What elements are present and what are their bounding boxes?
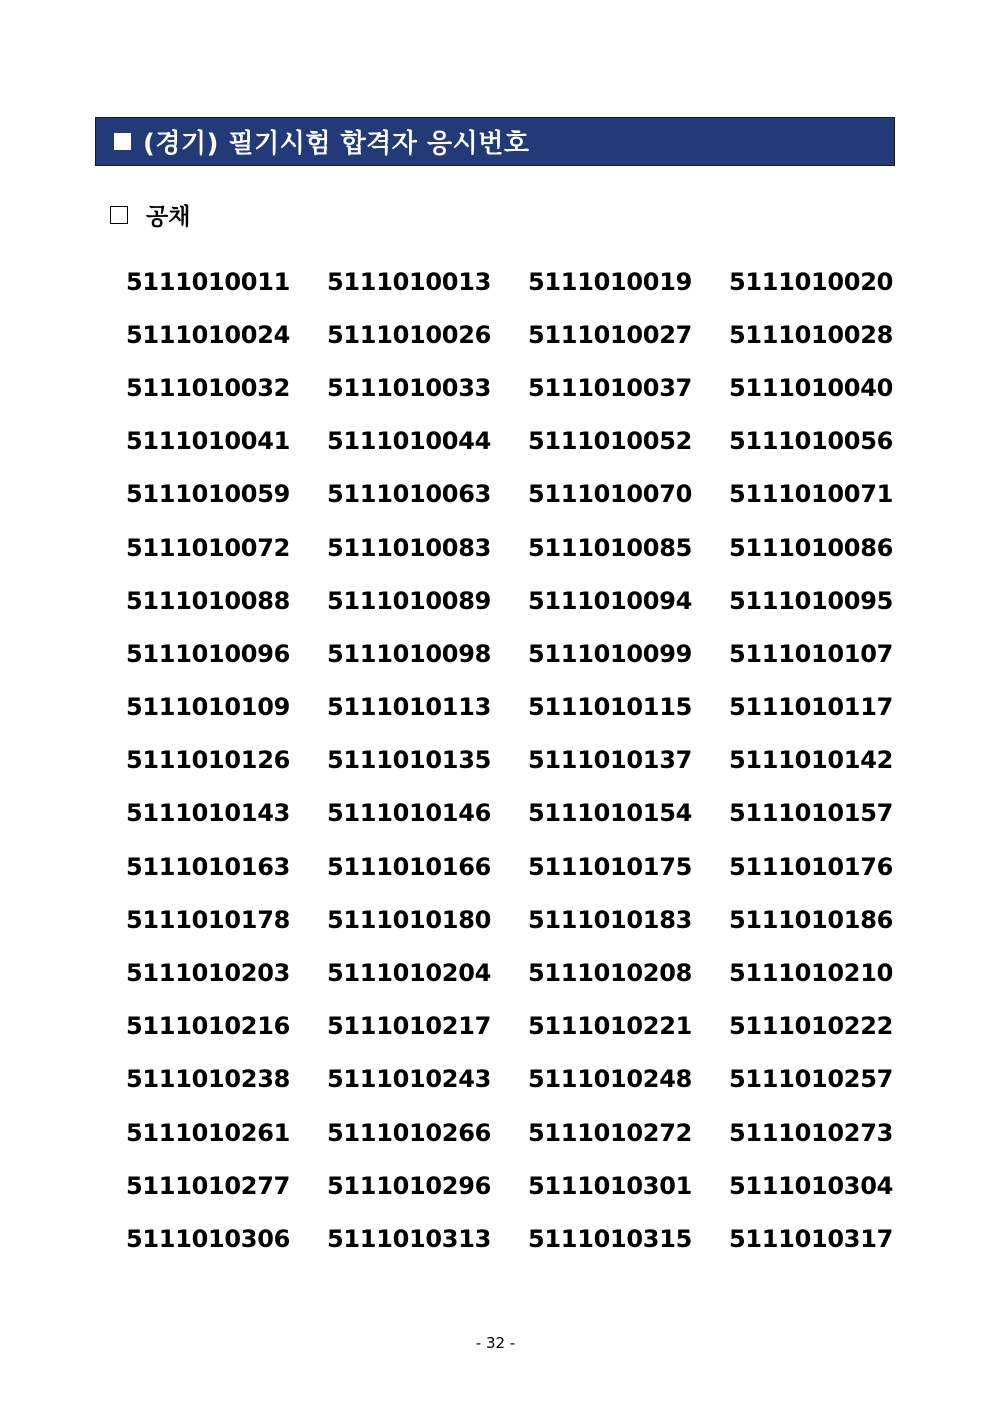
exam-number: 5111010019: [528, 267, 692, 296]
exam-number: 5111010143: [126, 799, 290, 828]
exam-number: 5111010088: [126, 586, 290, 615]
exam-number: 5111010044: [327, 427, 491, 456]
exam-number: 5111010056: [729, 427, 893, 456]
subsection-label: [110, 198, 190, 231]
exam-number: 5111010137: [528, 746, 692, 775]
exam-number: 5111010203: [126, 959, 290, 988]
exam-number: 5111010085: [528, 533, 692, 562]
exam-number: 5111010086: [729, 533, 893, 562]
exam-number: 5111010166: [327, 852, 491, 881]
exam-number: 5111010210: [729, 959, 893, 988]
exam-number: 5111010126: [126, 746, 290, 775]
exam-number: 5111010059: [126, 480, 290, 509]
exam-number: 5111010135: [327, 746, 491, 775]
exam-number: 5111010216: [126, 1012, 290, 1041]
exam-number: 5111010261: [126, 1118, 290, 1147]
exam-number: 5111010163: [126, 852, 290, 881]
exam-number: 5111010277: [126, 1171, 290, 1200]
exam-number: 5111010098: [327, 639, 491, 668]
exam-number: 5111010317: [729, 1224, 893, 1253]
exam-number: 5111010089: [327, 586, 491, 615]
exam-number: 5111010040: [729, 373, 893, 402]
exam-number: 5111010157: [729, 799, 893, 828]
exam-number: 5111010176: [729, 852, 893, 881]
exam-number: 5111010221: [528, 1012, 692, 1041]
exam-number: 5111010028: [729, 320, 893, 349]
exam-number: 5111010107: [729, 639, 893, 668]
exam-number: 5111010070: [528, 480, 692, 509]
subsection-title: 공채: [146, 204, 191, 230]
exam-number: 5111010304: [729, 1171, 893, 1200]
exam-number: 5111010301: [528, 1171, 692, 1200]
exam-number: 5111010020: [729, 267, 893, 296]
exam-number: 5111010266: [327, 1118, 491, 1147]
exam-number: 5111010217: [327, 1012, 491, 1041]
exam-number: 5111010094: [528, 586, 692, 615]
exam-number: 5111010208: [528, 959, 692, 988]
exam-number: 5111010113: [327, 693, 491, 722]
filled-square-icon: [114, 133, 131, 150]
exam-number: 5111010296: [327, 1171, 491, 1200]
exam-number: 5111010257: [729, 1065, 893, 1094]
exam-number: 5111010306: [126, 1224, 290, 1253]
exam-number: 5111010146: [327, 799, 491, 828]
exam-number: 5111010083: [327, 533, 491, 562]
exam-number: 5111010238: [126, 1065, 290, 1094]
exam-number: 5111010099: [528, 639, 692, 668]
exam-number: 5111010117: [729, 693, 893, 722]
exam-number: 5111010222: [729, 1012, 893, 1041]
exam-number: 5111010142: [729, 746, 893, 775]
exam-number: 5111010024: [126, 320, 290, 349]
exam-number: 5111010272: [528, 1118, 692, 1147]
exam-number: 5111010109: [126, 693, 290, 722]
exam-number-grid: [126, 255, 893, 1266]
exam-number: 5111010072: [126, 533, 290, 562]
exam-number: 5111010180: [327, 905, 491, 934]
exam-number: 5111010204: [327, 959, 491, 988]
exam-number: 5111010115: [528, 693, 692, 722]
exam-number: 5111010183: [528, 905, 692, 934]
exam-number: 5111010273: [729, 1118, 893, 1147]
section-header-bar: [95, 117, 895, 166]
exam-number: 5111010175: [528, 852, 692, 881]
exam-number: 5111010243: [327, 1065, 491, 1094]
exam-number: 5111010013: [327, 267, 491, 296]
section-header-title: (경기) 필기시험 합격자 응시번호: [143, 129, 530, 159]
exam-number: 5111010186: [729, 905, 893, 934]
exam-number: 5111010041: [126, 427, 290, 456]
exam-number: 5111010071: [729, 480, 893, 509]
exam-number: 5111010154: [528, 799, 692, 828]
exam-number: 5111010033: [327, 373, 491, 402]
exam-number: 5111010248: [528, 1065, 692, 1094]
exam-number: 5111010315: [528, 1224, 692, 1253]
exam-number: 5111010026: [327, 320, 491, 349]
exam-number: 5111010063: [327, 480, 491, 509]
exam-number: 5111010027: [528, 320, 692, 349]
exam-number: 5111010095: [729, 586, 893, 615]
empty-square-icon: [110, 206, 128, 224]
page-number: - 32 -: [475, 1334, 516, 1352]
exam-number: 5111010011: [126, 267, 290, 296]
exam-number: 5111010178: [126, 905, 290, 934]
exam-number: 5111010037: [528, 373, 692, 402]
exam-number: 5111010313: [327, 1224, 491, 1253]
exam-number: 5111010096: [126, 639, 290, 668]
exam-number: 5111010052: [528, 427, 692, 456]
exam-number: 5111010032: [126, 373, 290, 402]
